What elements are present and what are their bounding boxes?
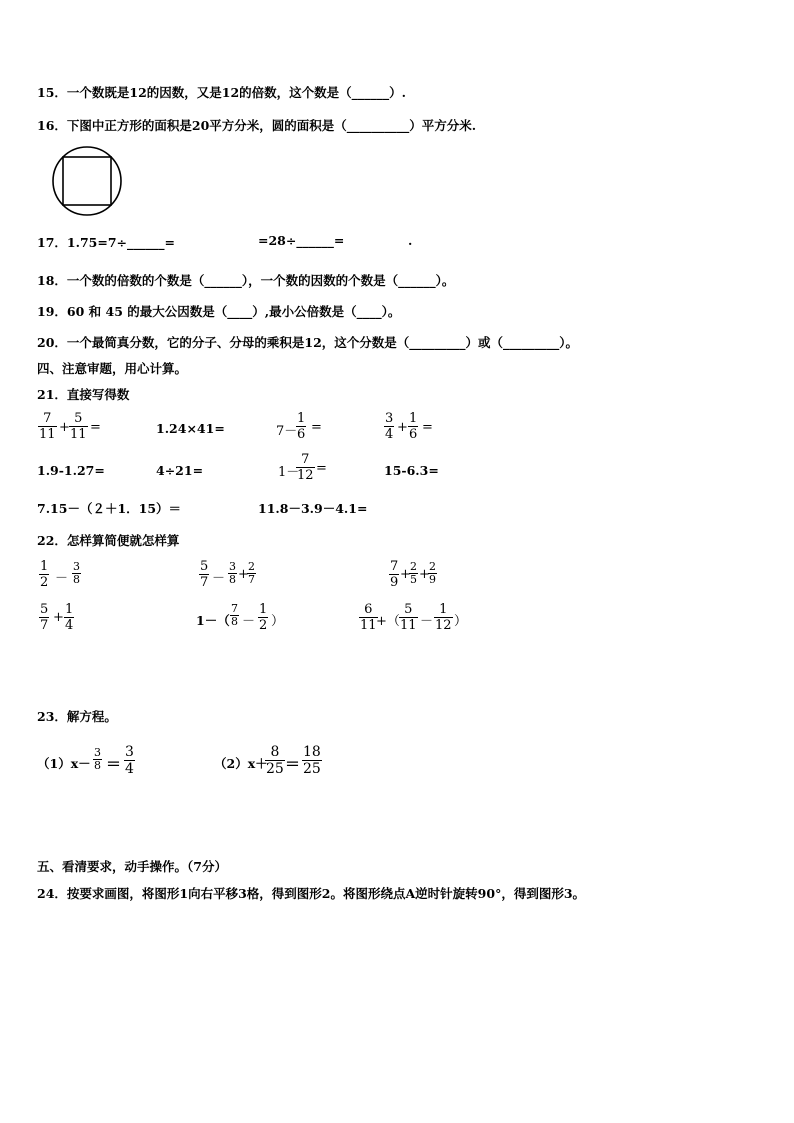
equals-sign: =	[311, 420, 322, 435]
expr-r2c2: 4÷21=	[156, 463, 204, 478]
question-17-part-b: =28÷______=	[258, 233, 345, 248]
fraction: 5 7	[200, 559, 209, 590]
whole-number: 1－（	[196, 613, 230, 628]
equation-1-label: （1）x－	[37, 756, 91, 771]
operator: +	[53, 610, 64, 625]
whole-number: 7－	[276, 424, 298, 439]
operator: +	[238, 567, 249, 582]
question-16: 16．下图中正方形的面积是20平方分米，圆的面积是（__________）平方分米.	[37, 118, 477, 133]
circle-square-figure	[47, 145, 127, 217]
fraction: 5 11	[400, 602, 417, 633]
operator: +	[419, 567, 430, 582]
question-17-part-c: .	[408, 233, 413, 248]
equals-sign: ＝	[106, 755, 122, 773]
question-24: 24．按要求画图，将图形1向右平移3格，得到图形2。将图形绕点A逆时针旋转90°，得到图形3。	[37, 886, 586, 901]
expr-r2c1: 1.9-1.27=	[37, 463, 105, 478]
expr-r3c2: 11.8－3.9－4.1=	[258, 501, 368, 516]
question-23-title: 23．解方程。	[37, 709, 117, 724]
question-19: 19．60 和 45 的最大公因数是（____）,最小公倍数是（____）。	[37, 304, 401, 319]
section-4-title: 四、注意审题，用心计算。	[37, 361, 188, 376]
operator: +（	[376, 614, 400, 629]
whole-number: 1－	[278, 465, 300, 480]
fraction: 3 4	[125, 744, 134, 777]
fraction: 8 25	[266, 744, 284, 777]
question-15: 15．一个数既是12的因数，又是12的倍数，这个数是（______）.	[37, 85, 407, 100]
fraction: 18 25	[303, 744, 321, 777]
fraction: 3 8	[94, 746, 101, 772]
fraction: 3 8	[73, 560, 80, 586]
fraction: 1 6	[297, 411, 306, 442]
fraction: 7 8	[231, 602, 238, 628]
question-18: 18．一个数的倍数的个数是（______），一个数的因数的个数是（______）。	[37, 273, 455, 288]
operator: －	[420, 614, 434, 629]
fraction: 2 7	[248, 560, 255, 586]
fraction: 6 11	[360, 602, 377, 633]
operator: －	[212, 571, 226, 586]
fraction: 1 4	[65, 602, 74, 633]
fraction: 1 2	[259, 602, 268, 633]
operator: +	[397, 420, 408, 435]
fraction: 7 9	[390, 559, 399, 590]
fraction: 5 11	[70, 411, 87, 442]
equals-sign: =	[316, 461, 327, 476]
operator: －	[55, 571, 69, 586]
equals-sign: ＝	[285, 755, 301, 773]
expr-r2c4: 15-6.3=	[384, 463, 439, 478]
expr-r3c1: 7.15－（２＋1．15）＝	[37, 501, 182, 516]
expr-r1c2: 1.24×41=	[156, 421, 225, 436]
equals-sign: =	[422, 420, 433, 435]
fraction: 1 2	[40, 559, 49, 590]
question-21-title: 21．直接写得数	[37, 387, 130, 402]
close-paren: ）	[271, 614, 285, 629]
fraction: 1 6	[409, 411, 418, 442]
fraction: 3 4	[385, 411, 394, 442]
fraction: 2 5	[410, 560, 417, 586]
operator: －	[242, 614, 256, 629]
fraction: 7 12	[297, 452, 314, 483]
fraction: 1 12	[435, 602, 452, 633]
equation-2-label: （2）x＋	[214, 756, 268, 771]
fraction: 5 7	[40, 602, 49, 633]
equals-sign: =	[90, 420, 101, 435]
question-22-title: 22．怎样算简便就怎样算	[37, 533, 180, 548]
operator: +	[59, 420, 70, 435]
fraction: 7 11	[39, 411, 56, 442]
fraction: 3 8	[229, 560, 236, 586]
question-17-part-a: 17．1.75=7÷______=	[37, 235, 175, 250]
fraction: 2 9	[429, 560, 436, 586]
operator: +	[400, 567, 411, 582]
close-paren: ）	[454, 614, 468, 629]
section-5-title: 五、看清要求，动手操作。（7分）	[37, 859, 227, 874]
question-20: 20．一个最简真分数，它的分子、分母的乘积是12，这个分数是（_________）或（_________）。	[37, 335, 579, 350]
